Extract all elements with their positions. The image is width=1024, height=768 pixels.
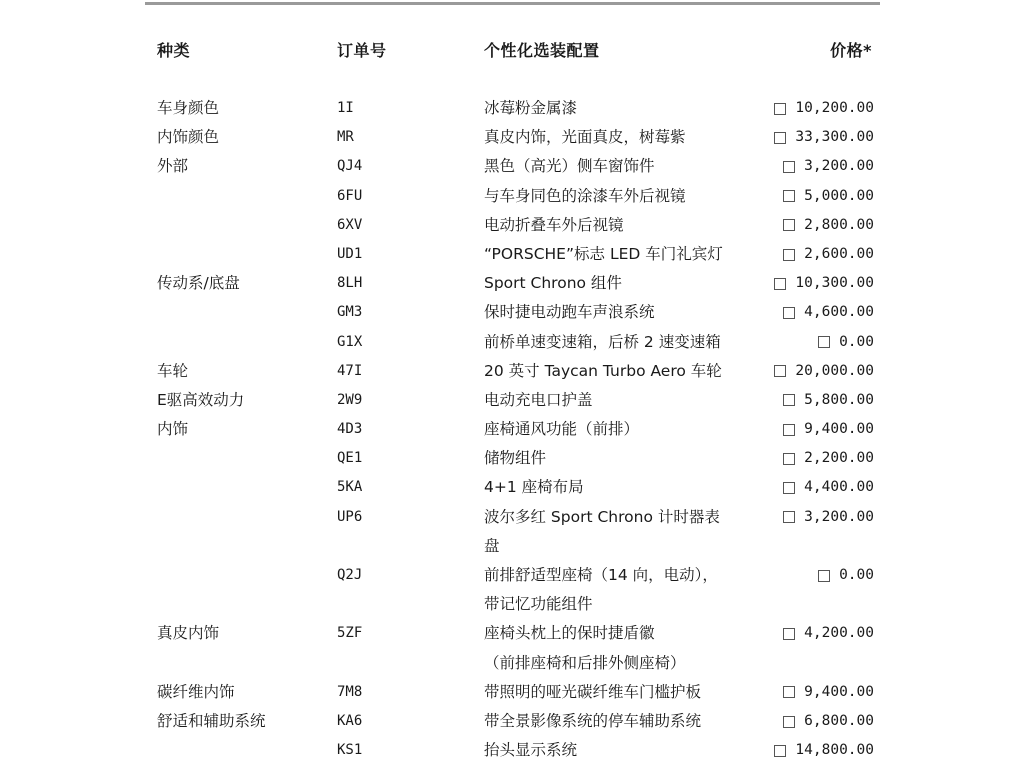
option-row xyxy=(0,123,1024,152)
row-price xyxy=(783,444,874,473)
checkbox-icon[interactable] xyxy=(818,570,830,582)
price-value: 4,400.00 xyxy=(804,479,874,496)
row-order-code: 2W9 xyxy=(337,391,363,408)
price-value: 5,000.00 xyxy=(804,187,874,204)
row-option-name: 座椅头枕上的保时捷盾徽 xyxy=(484,624,655,643)
option-row xyxy=(0,707,1024,736)
price-value: 20,000.00 xyxy=(795,362,874,379)
option-row xyxy=(0,240,1024,269)
checkbox-icon[interactable] xyxy=(783,249,795,261)
option-row xyxy=(0,386,1024,415)
option-row xyxy=(0,298,1024,327)
row-order-code: KA6 xyxy=(337,712,363,729)
row-category: 内饰 xyxy=(157,420,189,439)
option-row xyxy=(0,444,1024,473)
row-option-name-continued: （前排座椅和后排外侧座椅） xyxy=(484,653,686,672)
row-price xyxy=(774,357,874,386)
row-price xyxy=(818,561,874,590)
row-category: 外部 xyxy=(157,157,189,176)
option-row xyxy=(0,473,1024,502)
row-order-code: 7M8 xyxy=(337,683,363,700)
row-order-code: 47I xyxy=(337,362,363,379)
options-list xyxy=(0,94,1024,765)
header-category: 种类 xyxy=(157,41,191,60)
row-category: 碳纤维内饰 xyxy=(157,682,235,701)
checkbox-icon[interactable] xyxy=(774,278,786,290)
price-value: 2,800.00 xyxy=(804,216,874,233)
row-order-code: 6XV xyxy=(337,216,363,233)
row-price xyxy=(783,240,874,269)
option-row-continuation xyxy=(0,649,1024,678)
price-value: 9,400.00 xyxy=(804,421,874,438)
row-price xyxy=(783,211,874,240)
checkbox-icon[interactable] xyxy=(783,511,795,523)
row-order-code: 5KA xyxy=(337,479,363,496)
option-row-continuation xyxy=(0,590,1024,619)
row-order-code: Q2J xyxy=(337,567,363,583)
price-value: 2,200.00 xyxy=(804,450,874,467)
price-value: 0.00 xyxy=(839,567,874,583)
option-row-continuation xyxy=(0,532,1024,561)
row-option-name: 抬头显示系统 xyxy=(484,741,578,760)
option-row xyxy=(0,561,1024,590)
row-price xyxy=(774,269,874,298)
option-row xyxy=(0,678,1024,707)
option-row xyxy=(0,328,1024,357)
header-order-code: 订单号 xyxy=(337,41,387,60)
row-price xyxy=(774,123,874,152)
row-option-name: 带照明的哑光碳纤维车门槛护板 xyxy=(484,682,702,701)
checkbox-icon[interactable] xyxy=(783,686,795,698)
checkbox-icon[interactable] xyxy=(783,307,795,319)
checkbox-icon[interactable] xyxy=(818,336,830,348)
row-option-name: 前排舒适型座椅（14 向，电动）， xyxy=(484,566,718,584)
row-category: 内饰颜色 xyxy=(157,128,220,147)
row-price xyxy=(783,298,874,327)
row-price xyxy=(774,94,874,123)
price-value: 5,800.00 xyxy=(804,391,874,408)
price-value: 4,200.00 xyxy=(804,625,874,642)
checkbox-icon[interactable] xyxy=(783,219,795,231)
option-row xyxy=(0,415,1024,444)
row-option-name: 波尔多红 Sport Chrono 计时器表 xyxy=(484,507,720,526)
row-category: 传动系/底盘 xyxy=(157,274,240,293)
row-order-code: 5ZF xyxy=(337,625,363,642)
row-price xyxy=(783,619,874,648)
price-value: 10,300.00 xyxy=(795,275,874,292)
option-row xyxy=(0,269,1024,298)
checkbox-icon[interactable] xyxy=(783,628,795,640)
option-row xyxy=(0,94,1024,123)
price-value: 4,600.00 xyxy=(804,304,874,321)
row-price xyxy=(783,386,874,415)
row-option-name: Sport Chrono 组件 xyxy=(484,274,622,293)
row-order-code: KS1 xyxy=(337,742,363,759)
row-category: 真皮内饰 xyxy=(157,624,220,643)
price-value: 9,400.00 xyxy=(804,683,874,700)
price-value: 2,600.00 xyxy=(804,245,874,262)
row-order-code: 1I xyxy=(337,100,354,116)
price-value: 0.00 xyxy=(839,333,874,350)
option-row xyxy=(0,211,1024,240)
row-order-code: 8LH xyxy=(337,275,363,292)
top-divider xyxy=(145,2,880,5)
checkbox-icon[interactable] xyxy=(783,161,795,173)
row-option-name: 电动充电口护盖 xyxy=(484,390,593,409)
row-category: 舒适和辅助系统 xyxy=(157,711,266,730)
row-order-code: UD1 xyxy=(337,245,363,262)
row-option-name: 前桥单速变速箱，后桥 2 速变速箱 xyxy=(484,332,721,351)
row-option-name: 座椅通风功能（前排） xyxy=(484,420,640,439)
row-option-name: 储物组件 xyxy=(484,449,547,468)
row-price xyxy=(783,678,874,707)
checkbox-icon[interactable] xyxy=(774,132,786,144)
row-price xyxy=(783,503,874,532)
row-option-name: 与车身同色的涂漆车外后视镜 xyxy=(484,186,686,205)
option-row xyxy=(0,736,1024,765)
row-category: 车轮 xyxy=(157,361,189,380)
checkbox-icon[interactable] xyxy=(783,453,795,465)
row-price xyxy=(774,736,874,765)
checkbox-icon[interactable] xyxy=(783,716,795,728)
price-value: 3,200.00 xyxy=(804,158,874,175)
row-option-name-continued: 盘 xyxy=(484,536,500,555)
row-price xyxy=(818,328,874,357)
row-option-name: 冰莓粉金属漆 xyxy=(484,99,578,117)
checkbox-icon[interactable] xyxy=(774,745,786,757)
checkbox-icon[interactable] xyxy=(783,190,795,202)
row-order-code: GM3 xyxy=(337,304,363,321)
header-option: 个性化选装配置 xyxy=(484,41,600,60)
row-order-code: G1X xyxy=(337,333,363,350)
option-row xyxy=(0,357,1024,386)
option-row xyxy=(0,619,1024,648)
checkbox-icon[interactable] xyxy=(783,394,795,406)
price-value: 14,800.00 xyxy=(795,742,874,759)
row-order-code: MR xyxy=(337,129,354,146)
row-category: E驱高效动力 xyxy=(157,390,245,409)
option-row xyxy=(0,503,1024,532)
header-price: 价格* xyxy=(830,41,872,60)
row-category: 车身颜色 xyxy=(157,99,220,117)
row-option-name: 20 英寸 Taycan Turbo Aero 车轮 xyxy=(484,361,722,380)
row-order-code: QE1 xyxy=(337,450,363,467)
row-option-name-continued: 带记忆功能组件 xyxy=(484,595,593,614)
row-option-name: 真皮内饰，光面真皮，树莓紫 xyxy=(484,128,686,147)
checkbox-icon[interactable] xyxy=(774,365,786,377)
row-option-name: 黑色（高光）侧车窗饰件 xyxy=(484,157,655,176)
row-option-name: “PORSCHE”标志 LED 车门礼宾灯 xyxy=(484,244,723,263)
row-order-code: QJ4 xyxy=(337,158,363,175)
option-row xyxy=(0,182,1024,211)
row-price xyxy=(783,415,874,444)
row-option-name: 4+1 座椅布局 xyxy=(484,478,584,497)
price-value: 3,200.00 xyxy=(804,508,874,525)
option-row xyxy=(0,152,1024,181)
row-option-name: 电动折叠车外后视镜 xyxy=(484,215,624,234)
row-option-name: 带全景影像系统的停车辅助系统 xyxy=(484,711,702,730)
checkbox-icon[interactable] xyxy=(783,424,795,436)
price-value: 10,200.00 xyxy=(795,100,874,116)
checkbox-icon[interactable] xyxy=(783,482,795,494)
checkbox-icon[interactable] xyxy=(774,103,786,115)
row-price xyxy=(783,152,874,181)
row-price xyxy=(783,707,874,736)
row-option-name: 保时捷电动跑车声浪系统 xyxy=(484,303,655,322)
row-order-code: 4D3 xyxy=(337,421,363,438)
row-order-code: 6FU xyxy=(337,187,363,204)
price-value: 6,800.00 xyxy=(804,712,874,729)
price-value: 33,300.00 xyxy=(795,129,874,146)
row-order-code: UP6 xyxy=(337,508,363,525)
row-price xyxy=(783,182,874,211)
row-price xyxy=(783,473,874,502)
